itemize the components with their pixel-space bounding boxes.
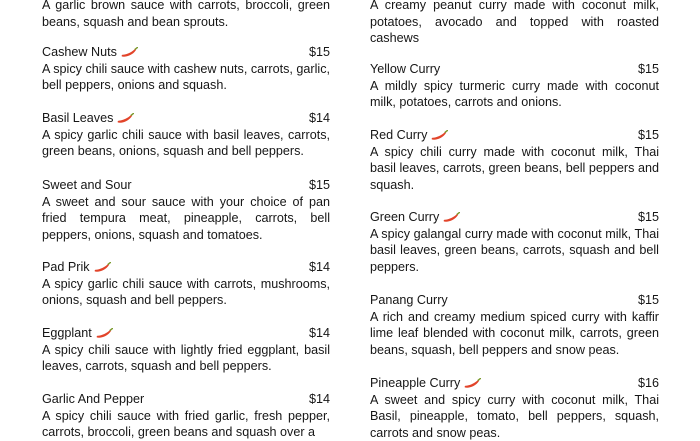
chili-pepper-icon (117, 113, 134, 124)
dish-name: Panang Curry (370, 293, 448, 307)
dish-name: Basil Leaves (42, 111, 114, 125)
menu-item (370, 292, 659, 358)
dish-price: $14 (308, 326, 330, 340)
menu-item (370, 127, 659, 193)
menu-item (42, 177, 330, 243)
dish-name: Red Curry (370, 128, 428, 142)
dish-price: $15 (308, 45, 330, 59)
chili-pepper-icon (464, 378, 481, 389)
dish-description: A spicy galangal curry made with coconut milk, Thai basil leaves, green beans, carrots, squash and bell peppers. (370, 226, 659, 274)
dish-name: Garlic And Pepper (42, 392, 145, 406)
dish-name: Green Curry (370, 210, 440, 224)
dish-description: A spicy chili sauce with lightly fried eggplant, basil leaves, carrots, squash and bell peppers. (42, 342, 330, 374)
menu-item (42, 44, 330, 94)
dish-price: $15 (308, 178, 330, 192)
dish-name: Yellow Curry (370, 62, 441, 76)
menu-item (42, 325, 330, 375)
dish-name: Eggplant (42, 326, 92, 340)
chili-pepper-icon (94, 262, 111, 273)
dish-price: $15 (637, 128, 659, 142)
dish-price: $14 (308, 111, 330, 125)
dish-description: A spicy chili sauce with fried garlic, fresh pepper, carrots, broccoli, green beans and squash over a (42, 408, 330, 440)
dish-description: A sweet and spicy curry with coconut milk, Thai Basil, pineapple, tomato, bell peppers, squash, carrots and snow peas. (370, 392, 659, 440)
menu-item (370, 375, 659, 441)
dish-price: $14 (308, 392, 330, 406)
dish-price: $14 (308, 260, 330, 274)
dish-name: Cashew Nuts (42, 45, 117, 59)
dish-description: A creamy peanut curry made with coconut milk, potatoes, avocado and topped with roasted cashews (370, 0, 659, 46)
dish-description: A mildly spicy turmeric curry made with coconut milk, potatoes, carrots and onions. (370, 78, 659, 110)
menu-item (42, 0, 330, 30)
dish-description: A spicy garlic chili sauce with carrots, mushrooms, onions, squash and bell peppers. (42, 276, 330, 308)
menu-item (370, 0, 659, 47)
menu-item (370, 209, 659, 275)
dish-price: $15 (637, 293, 659, 307)
dish-name: Pineapple Curry (370, 376, 461, 390)
chili-pepper-icon (96, 328, 113, 339)
dish-price: $15 (637, 62, 659, 76)
chili-pepper-icon (121, 47, 138, 58)
dish-description: A spicy garlic chili sauce with basil leaves, carrots, green beans, onions, squash and bell peppers. (42, 127, 330, 159)
chili-pepper-icon (443, 212, 460, 223)
dish-description: A spicy chili sauce with cashew nuts, carrots, garlic, bell peppers, onions and squash. (42, 61, 330, 93)
menu-item (42, 110, 330, 160)
dish-price: $15 (637, 210, 659, 224)
dish-name: Sweet and Sour (42, 178, 132, 192)
dish-description: A garlic brown sauce with carrots, broccoli, green beans, squash and bean sprouts. (42, 0, 330, 29)
dish-name: Pad Prik (42, 260, 90, 274)
dish-description: A rich and creamy medium spiced curry with kaffir lime leaf blended with coconut milk, carrots, green beans, squash, bell peppers and snow peas. (370, 309, 659, 357)
chili-pepper-icon (431, 130, 448, 141)
menu-item (42, 259, 330, 309)
dish-description: A spicy chili curry made with coconut milk, Thai basil leaves, carrots, green beans, bell peppers and squash. (370, 144, 659, 192)
menu-item (370, 61, 659, 111)
dish-price: $16 (637, 376, 659, 390)
menu-item (42, 391, 330, 441)
dish-description: A sweet and sour sauce with your choice of pan fried tempura meat, pineapple, carrots, bell peppers, onions, squash and tomatoes. (42, 194, 330, 242)
